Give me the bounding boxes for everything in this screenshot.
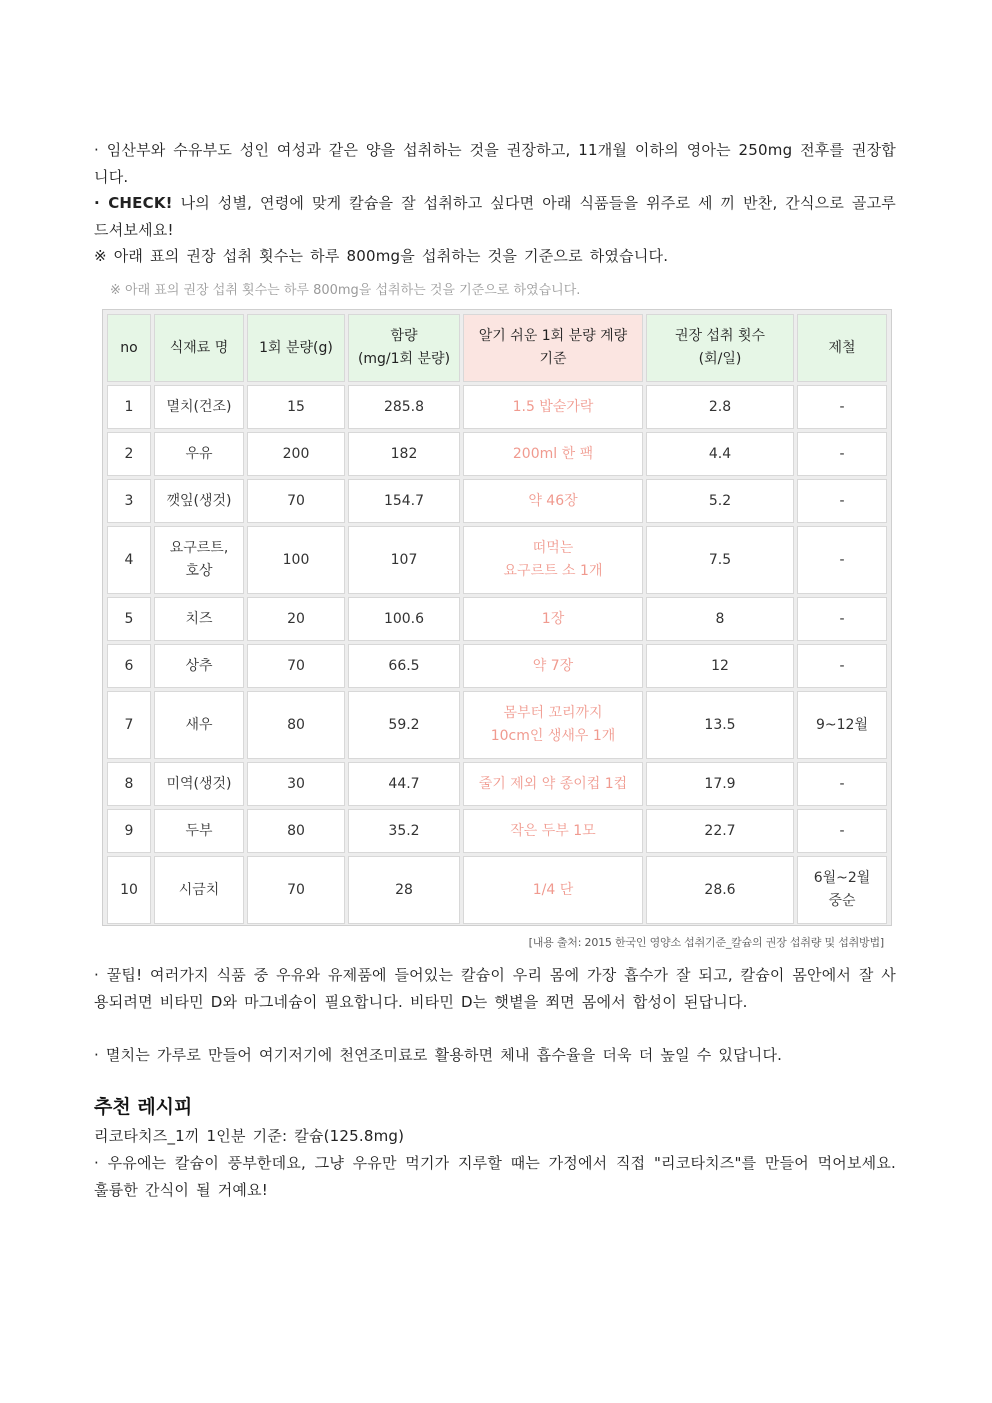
cell-no: 4 — [107, 526, 151, 594]
cell-no: 8 — [107, 762, 151, 806]
cell-easy: 줄기 제외 약 종이컵 1컵 — [463, 762, 643, 806]
cell-easy: 1장 — [463, 597, 643, 641]
cell-serving: 70 — [247, 856, 345, 924]
header-season: 제철 — [797, 314, 887, 382]
cell-name: 깻잎(생것) — [154, 479, 244, 523]
cell-content: 28 — [348, 856, 460, 924]
table-row — [107, 809, 887, 853]
cell-serving: 20 — [247, 597, 345, 641]
cell-season: - — [797, 479, 887, 523]
cell-season: - — [797, 385, 887, 429]
table-row — [107, 526, 887, 594]
cell-no: 2 — [107, 432, 151, 476]
cell-name: 치즈 — [154, 597, 244, 641]
source-citation: [내용 출처: 2015 한국인 영양소 섭취기준_칼슘의 권장 섭취량 및 섭취방법] — [528, 936, 884, 949]
table-header-row — [107, 314, 887, 382]
cell-times: 4.4 — [646, 432, 794, 476]
table-row — [107, 597, 887, 641]
cell-easy: 1.5 밥숟가락 — [463, 385, 643, 429]
cell-times: 2.8 — [646, 385, 794, 429]
check-label: · CHECK! — [94, 194, 173, 212]
cell-name: 상추 — [154, 644, 244, 688]
cell-times: 13.5 — [646, 691, 794, 759]
cell-times: 28.6 — [646, 856, 794, 924]
cell-times: 7.5 — [646, 526, 794, 594]
cell-name: 두부 — [154, 809, 244, 853]
tip-paragraph: · 꿀팁! 여러가지 식품 중 우유와 유제품에 들어있는 칼슘이 우리 몸에 가장 흡수가 잘 되고, 칼슘이 몸안에서 잘 사용되려면 비타민 D와 마그네슘이 필요합니다. 비타민 D는 햇볕을 쬐면 몸에서 합성이 된답니다. — [94, 966, 896, 1011]
cell-serving: 70 — [247, 644, 345, 688]
cell-no: 7 — [107, 691, 151, 759]
cell-content: 100.6 — [348, 597, 460, 641]
recipe-description: · 우유에는 칼슘이 풍부한데요, 그냥 우유만 먹기가 지루할 때는 가정에서 직접 "리코타치즈"를 만들어 먹어보세요. 훌륭한 간식이 될 거예요! — [94, 1154, 896, 1199]
cell-easy: 작은 두부 1모 — [463, 809, 643, 853]
header-serving: 1회 분량(g) — [247, 314, 345, 382]
cell-content: 154.7 — [348, 479, 460, 523]
cell-easy: 약 7장 — [463, 644, 643, 688]
intro-note: ※ 아래 표의 권장 섭취 횟수는 하루 800mg을 섭취하는 것을 기준으로 하였습니다. — [94, 247, 669, 265]
cell-easy: 1/4 단 — [463, 856, 643, 924]
cell-name: 시금치 — [154, 856, 244, 924]
cell-name: 멸치(건조) — [154, 385, 244, 429]
cell-name: 미역(생것) — [154, 762, 244, 806]
cell-times: 8 — [646, 597, 794, 641]
cell-serving: 80 — [247, 809, 345, 853]
cell-no: 1 — [107, 385, 151, 429]
cell-easy: 몸부터 꼬리까지 10cm인 생새우 1개 — [463, 691, 643, 759]
table-row — [107, 691, 887, 759]
header-content: 함량 (mg/1회 분량) — [348, 314, 460, 382]
cell-serving: 15 — [247, 385, 345, 429]
cell-times: 12 — [646, 644, 794, 688]
cell-no: 5 — [107, 597, 151, 641]
cell-no: 10 — [107, 856, 151, 924]
cell-name: 요구르트, 호상 — [154, 526, 244, 594]
cell-serving: 30 — [247, 762, 345, 806]
table-row — [107, 385, 887, 429]
cell-easy: 떠먹는 요구르트 소 1개 — [463, 526, 643, 594]
cell-content: 285.8 — [348, 385, 460, 429]
cell-serving: 200 — [247, 432, 345, 476]
calcium-food-table — [102, 309, 892, 926]
cell-content: 107 — [348, 526, 460, 594]
table-row — [107, 644, 887, 688]
cell-season: 6월~2월 중순 — [797, 856, 887, 924]
table-row — [107, 432, 887, 476]
cell-times: 17.9 — [646, 762, 794, 806]
cell-no: 9 — [107, 809, 151, 853]
cell-season: - — [797, 809, 887, 853]
cell-content: 44.7 — [348, 762, 460, 806]
cell-times: 22.7 — [646, 809, 794, 853]
recipe-heading: 추천 레시피 — [94, 1096, 193, 1118]
cell-easy: 200ml 한 팩 — [463, 432, 643, 476]
cell-content: 66.5 — [348, 644, 460, 688]
cell-serving: 80 — [247, 691, 345, 759]
cell-name: 새우 — [154, 691, 244, 759]
cell-name: 우유 — [154, 432, 244, 476]
cell-content: 59.2 — [348, 691, 460, 759]
cell-season: - — [797, 644, 887, 688]
check-paragraph — [94, 190, 896, 243]
cell-no: 3 — [107, 479, 151, 523]
header-name: 식재료 명 — [154, 314, 244, 382]
cell-season: - — [797, 432, 887, 476]
anchovy-tip: · 멸치는 가루로 만들어 여기저기에 천연조미료로 활용하면 체내 흡수율을 더욱 더 높일 수 있답니다. — [94, 1046, 783, 1064]
recipe-subtitle: 리코타치즈_1끼 1인분 기준: 칼슘(125.8mg) — [94, 1127, 405, 1145]
check-text: 나의 성별, 연령에 맞게 칼슘을 잘 섭취하고 싶다면 아래 식품들을 위주로 세 끼 반찬, 간식으로 골고루 드셔보세요! — [94, 194, 896, 239]
cell-serving: 70 — [247, 479, 345, 523]
cell-season: - — [797, 526, 887, 594]
intro-line-1: · 임산부와 수유부도 성인 여성과 같은 양을 섭취하는 것을 권장하고, 11개월 이하의 영아는 250mg 전후를 권장합니다. — [94, 141, 896, 186]
cell-season: 9~12월 — [797, 691, 887, 759]
cell-content: 182 — [348, 432, 460, 476]
header-times: 권장 섭취 횟수 (회/일) — [646, 314, 794, 382]
cell-content: 35.2 — [348, 809, 460, 853]
cell-times: 5.2 — [646, 479, 794, 523]
cell-no: 6 — [107, 644, 151, 688]
cell-season: - — [797, 597, 887, 641]
header-easy-measure: 알기 쉬운 1회 분량 계량 기준 — [463, 314, 643, 382]
table-row — [107, 479, 887, 523]
cell-easy: 약 46장 — [463, 479, 643, 523]
cell-season: - — [797, 762, 887, 806]
table-row — [107, 762, 887, 806]
header-no: no — [107, 314, 151, 382]
table-row — [107, 856, 887, 924]
cell-serving: 100 — [247, 526, 345, 594]
table-note: ※ 아래 표의 권장 섭취 횟수는 하루 800mg을 섭취하는 것을 기준으로 하였습니다. — [110, 283, 581, 298]
